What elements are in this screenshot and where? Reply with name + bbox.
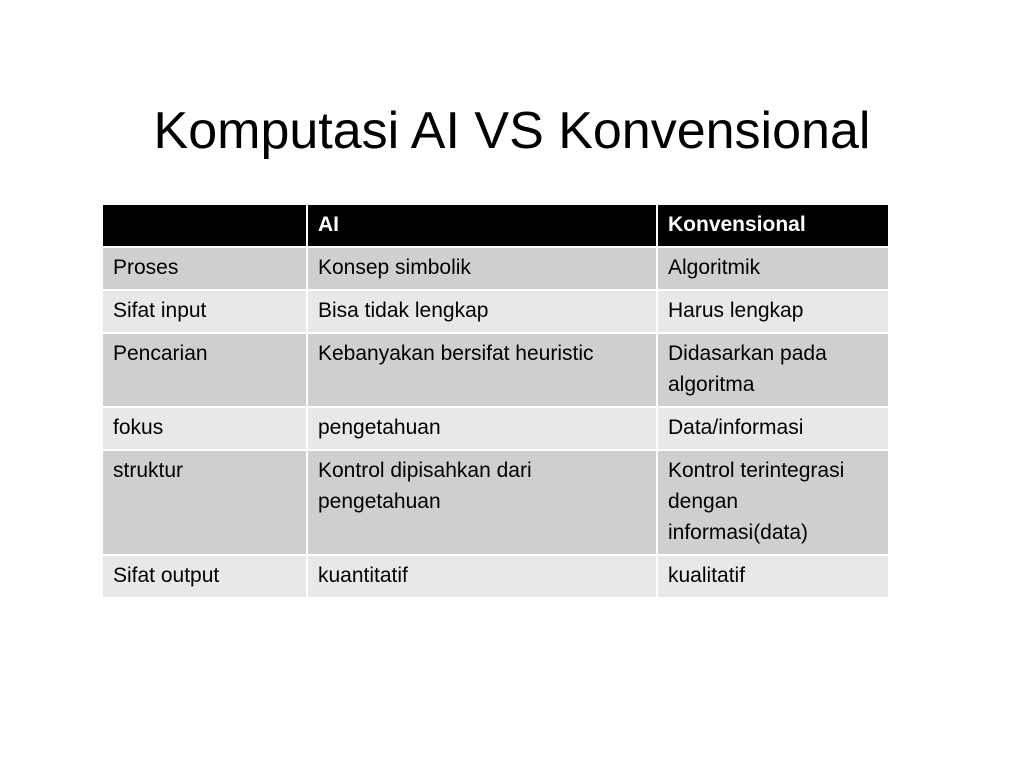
row-label-cell: struktur: [102, 450, 307, 555]
konvensional-cell: Kontrol terintegrasi dengan informasi(data): [657, 450, 889, 555]
table-row: [102, 290, 889, 333]
row-label-cell: Sifat output: [102, 555, 307, 598]
table-row: [102, 450, 889, 555]
ai-cell: kuantitatif: [307, 555, 657, 598]
row-label-cell: fokus: [102, 407, 307, 450]
konvensional-cell: Didasarkan pada algoritma: [657, 333, 889, 407]
ai-cell: Konsep simbolik: [307, 247, 657, 290]
row-label-cell: Sifat input: [102, 290, 307, 333]
table-header-row: [102, 204, 889, 247]
ai-cell: pengetahuan: [307, 407, 657, 450]
slide-title: Komputasi AI VS Konvensional: [153, 101, 871, 160]
table-row: [102, 555, 889, 598]
header-cell-ai: AI: [307, 204, 657, 247]
row-label-cell: Pencarian: [102, 333, 307, 407]
table-row: [102, 333, 889, 407]
konvensional-cell: Harus lengkap: [657, 290, 889, 333]
table-row: [102, 407, 889, 450]
comparison-table-container: [101, 203, 888, 599]
konvensional-cell: kualitatif: [657, 555, 889, 598]
konvensional-cell: Data/informasi: [657, 407, 889, 450]
ai-cell: Kontrol dipisahkan dari pengetahuan: [307, 450, 657, 555]
row-label-cell: Proses: [102, 247, 307, 290]
konvensional-cell: Algoritmik: [657, 247, 889, 290]
comparison-table: [101, 203, 890, 599]
ai-cell: Kebanyakan bersifat heuristic: [307, 333, 657, 407]
table-row: [102, 247, 889, 290]
header-cell-aspect: [102, 204, 307, 247]
ai-cell: Bisa tidak lengkap: [307, 290, 657, 333]
header-cell-konvensional: Konvensional: [657, 204, 889, 247]
